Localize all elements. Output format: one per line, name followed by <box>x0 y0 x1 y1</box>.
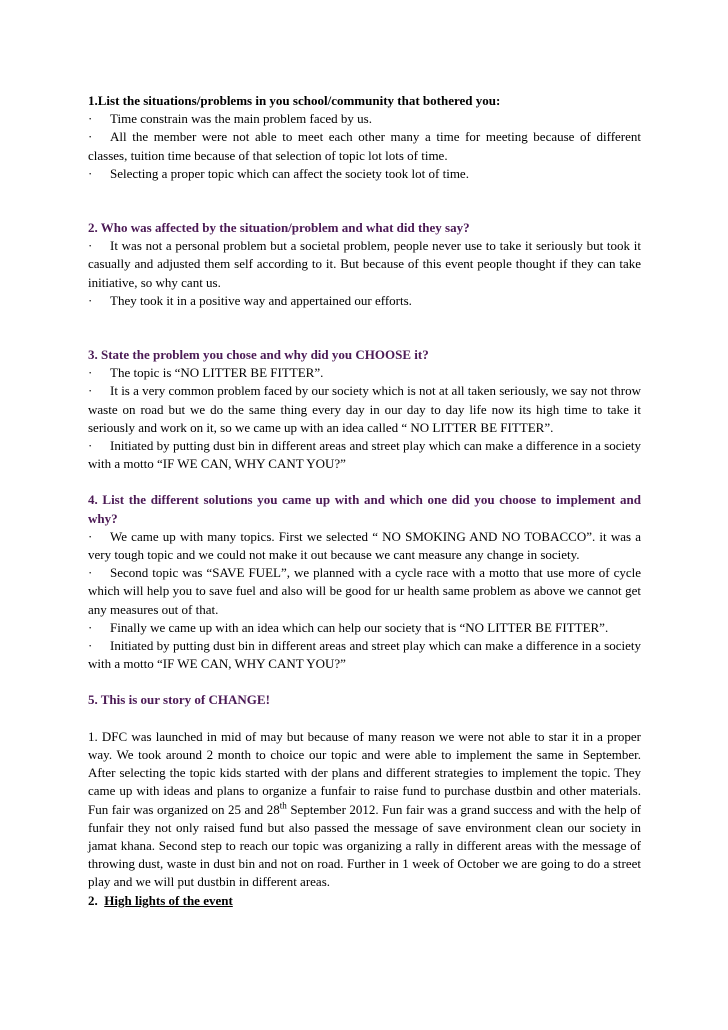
section-2-bullet-2: · They took it in a positive way and appertained our efforts. <box>88 292 641 310</box>
section-2-bullet-1: · It was not a personal problem but a societal problem, people never use to take it seriously but took it casually and adjusted them self according to it. But because of this event people thought if they can take initiative, so why cant us. <box>88 238 641 290</box>
bullet-dot: · <box>88 638 93 654</box>
bullet-dot: · <box>88 565 93 581</box>
bullet-dot: · <box>88 528 93 544</box>
bullet-dot: · <box>88 619 93 635</box>
section-1-heading: 1.List the situations/problems in you school/community that bothered you: <box>88 93 501 108</box>
section-3-bullet-1: · The topic is “NO LITTER BE FITTER”. <box>88 364 641 382</box>
bullet-dot: · <box>88 383 93 399</box>
highlights-heading: 2. High lights of the event <box>88 892 233 908</box>
section-1-bullet-3: · Selecting a proper topic which can affect the society took lot of time. <box>88 165 641 183</box>
bullet-dot: · <box>88 438 93 454</box>
section-4-bullet-4: · Initiated by putting dust bin in different areas and street play which can make a difference in a society with a motto “IF WE CAN, WHY CANT YOU?” <box>88 638 641 672</box>
section-3-bullet-3: · Initiated by putting dust bin in different areas and street play which can make a difference in a society with a motto “IF WE CAN, WHY CANT YOU?” <box>88 438 641 472</box>
bullet-dot: · <box>88 238 93 254</box>
bullet-dot: · <box>88 365 93 381</box>
section-3-bullet-2: · It is a very common problem faced by our society which is not at all taken seriously, we say not throw waste on road but we do the same thing every day in our day to day life now its high time to take it seriously and work on it, so we came up with an idea called “ NO LITTER BE FITTER”. <box>88 383 641 435</box>
section-4-bullet-1: · We came up with many topics. First we selected “ NO SMOKING AND NO TOBACCO”. it was a very tough topic and we could not make it out because we cant measure any change in society. <box>88 528 641 563</box>
section-3-heading: 3. State the problem you chose and why did you CHOOSE it? <box>88 347 429 363</box>
section-1-bullet-1: · Time constrain was the main problem faced by us. <box>88 110 641 128</box>
section-4-bullet-2: · Second topic was “SAVE FUEL”, we planned with a cycle race with a motto that use more of cycle which will help you to save fuel and also will be good for ur health same problem as above we cannot get any measures out of that. <box>88 565 641 617</box>
story-paragraph: 1. DFC was launched in mid of may but because of many reason we were not able to star it in a proper way. We took around 2 month to choice our topic and were able to implement the same in September. After selecting the topic kids started with der plans and different strategies to implement the topic. They came up with ideas and plans to organize a funfair to raise fund to purchase dustbin and other materials. Fun fair was organized on 25 and 28th September 2012. Fun fair was a grand success and with the help of funfair they not only raised fund but also passed the message of save environment clean our society in jamat khana. Second step to reach our topic was organizing a rally in different areas with the message of throwing dust, waste in dust bin and not on road. Further in 1 week of October we are going to do a street play and we will put dustbin in different areas. <box>88 728 641 890</box>
section-4-heading: 4. List the different solutions you came up with and which one did you choose to implement and why? <box>88 492 641 526</box>
document-page <box>88 92 641 910</box>
section-2-heading: 2. Who was affected by the situation/problem and what did they say? <box>88 220 470 236</box>
bullet-dot: · <box>88 292 93 308</box>
bullet-dot: · <box>88 129 93 145</box>
bullet-dot: · <box>88 165 93 181</box>
bullet-dot: · <box>88 111 93 127</box>
section-5-heading: 5. This is our story of CHANGE! <box>88 692 270 708</box>
section-1-bullet-2: · All the member were not able to meet each other many a time for meeting because of different classes, tuition time because of that selection of topic lot lots of time. <box>88 129 641 163</box>
ordinal-suffix: th <box>279 800 287 811</box>
section-4-bullet-3: · Finally we came up with an idea which can help our society that is “NO LITTER BE FITTER”. <box>88 619 641 637</box>
